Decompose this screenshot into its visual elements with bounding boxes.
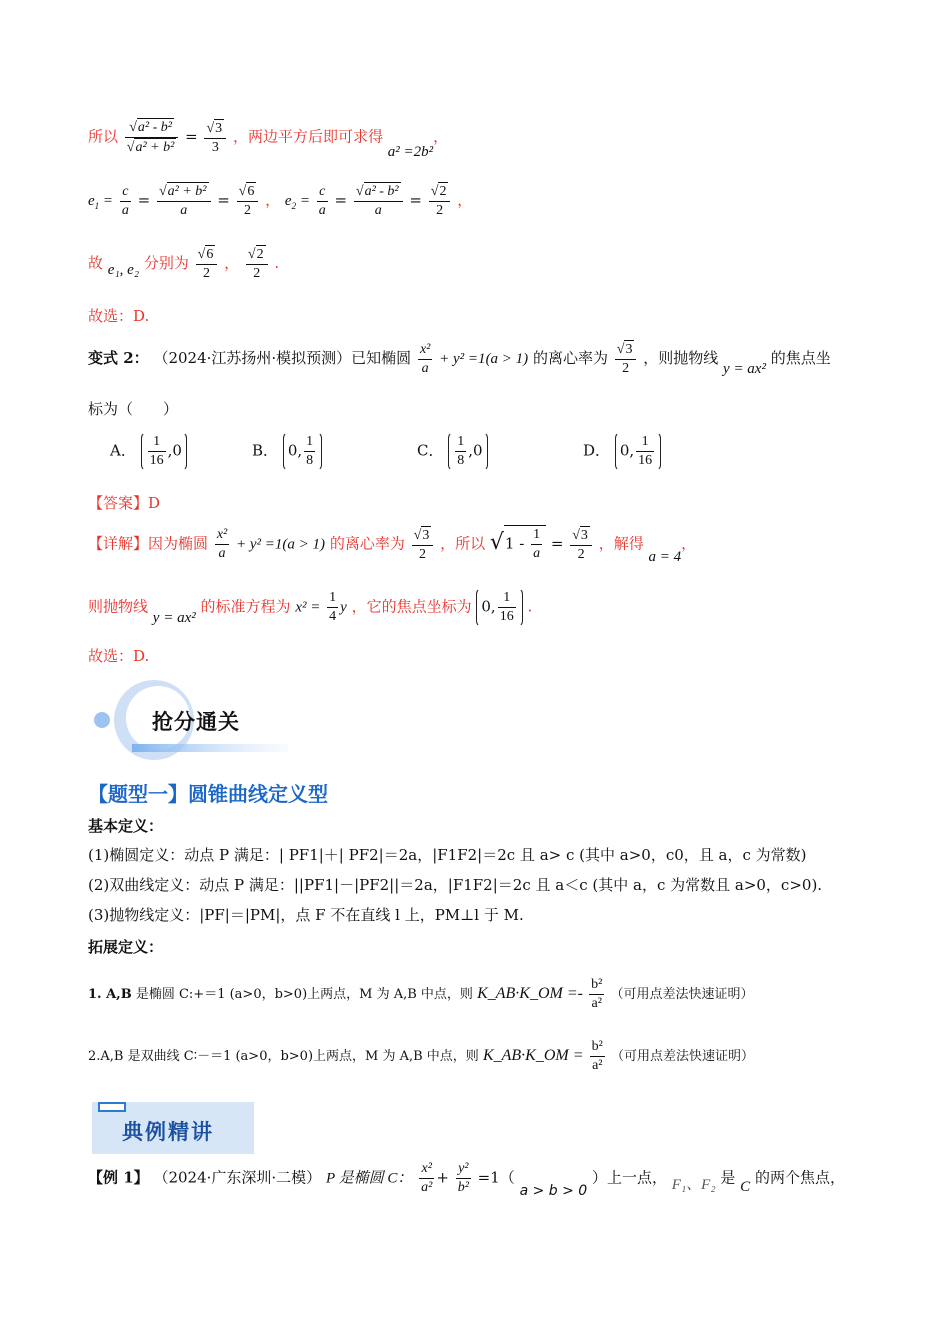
variant-2-question-line-2: 标为（ ） — [88, 400, 179, 418]
solution-conclusion: 故选：D. — [88, 307, 150, 325]
banner-title: 抢分通关 — [152, 710, 240, 734]
detail-line-2: 则抛物线 y = ax² 的标准方程为 x² = $\frac{1}{4}$ y ，它的焦点坐标为 0, $\frac{1}{16}$ . — [88, 590, 533, 626]
option-a[interactable]: A． $\frac{1}{16}$ ,0 — [110, 432, 187, 471]
def-hyperbola: (2)双曲线定义：动点 P 满足：||PF1|－|PF2||＝2a，|F1F2|＝2c 且 a＜c (其中 a，c 为常数且 a>0，c>0). — [88, 876, 823, 894]
detail-line-1: 【详解】因为椭圆 $\frac{\text{x²}}{a}$ + y² =1(a > 1) 的离心率为 √ $\frac{3}{2}$ ，所以 √ 1 - $\frac{1}{a}$ = √ $\frac{3}{2}$ ，解得 a = 4， — [88, 525, 696, 564]
option-b[interactable]: B． 0, $\frac{1}{8}$ — [252, 432, 322, 471]
def-ellipse: (1)椭圆定义：动点 P 满足：| PF1|＋| PF2|＝2a，|F1F2|＝2c 且 a> c (其中 a>0，c0，且 a，c 为常数) — [88, 846, 807, 864]
detail-conclusion: 故选：D. — [88, 647, 150, 665]
example-1: 【例 1】 （2024·广东深圳·二模） P 是椭圆 C： $\frac{\text{x²}}{\text{a²}}$ + $\frac{\text{y²}}{\text{b²}}$ =1（ a > b > 0 ）上一点， F₁、F₂ 是 C 的两个焦点， — [88, 1161, 845, 1199]
ext-def-2: 2.A,B 是双曲线 C∶－＝1 (a>0，b>0)上两点，M 为 A,B 中点，则 K_AB·K_OM = $\frac{\text{b²}}{\text{a²}}$ （可用点差法快速证明） — [88, 1039, 755, 1073]
solution-line-2: $e_1$ = $\frac{c}{a}$ = √ $\frac{\text{a² + b²}}{a}$ = √ $\frac{6}{2}$ ， $e_2$ = $\frac{c}{a}$ = √ $\frac{\text{a² - b²}}{a}$ = √ $\frac{2}{2}$ ， — [88, 182, 472, 220]
solution-line-1: 所以 √ a² - b² √ a² + b² = √ $\frac{3}{3}$ ，两边平方后即可求得 a² =2b²， — [88, 118, 448, 157]
basic-def-label: 基本定义： — [88, 817, 164, 835]
def-parabola: (3)抛物线定义：|PF|＝|PM|，点 F 不在直线 l 上，PM⊥l 于 M. — [88, 906, 524, 924]
answer: 【答案】D — [88, 494, 161, 512]
option-d[interactable]: D． 0, $\frac{1}{16}$ — [583, 432, 661, 471]
variant-2-question: 变式 2： （2024·江苏扬州·模拟预测）已知椭圆 $\frac{\text{x²}}{a}$ + y² =1(a > 1) 的离心率为 √ $\frac{3}{2}$ ，则抛物线 y = ax² 的焦点坐 — [88, 340, 831, 378]
ratio-fraction: √ a² - b² √ a² + b² — [125, 118, 179, 157]
ext-def-label: 拓展定义： — [88, 938, 164, 956]
example-banner-title: 典例精讲 — [122, 1120, 214, 1144]
example-banner-tab — [98, 1102, 126, 1112]
solution-line-3: 故 e₁, e₂ 分别为 √ $\frac{6}{2}$ ， √ $\frac{2}{2}$ . — [88, 245, 279, 283]
type-heading: 【题型一】圆锥曲线定义型 — [88, 782, 328, 806]
option-c[interactable]: C． $\frac{1}{8}$ ,0 — [417, 432, 488, 471]
ext-def-1: 1. A,B 是椭圆 C:+＝1 (a>0，b>0)上两点，M 为 A,B 中点，则 K_AB·K_OM =- $\frac{\text{b²}}{\text{a²}}$ （可用点差法快速证明） — [88, 977, 754, 1011]
section-banner — [92, 678, 302, 762]
